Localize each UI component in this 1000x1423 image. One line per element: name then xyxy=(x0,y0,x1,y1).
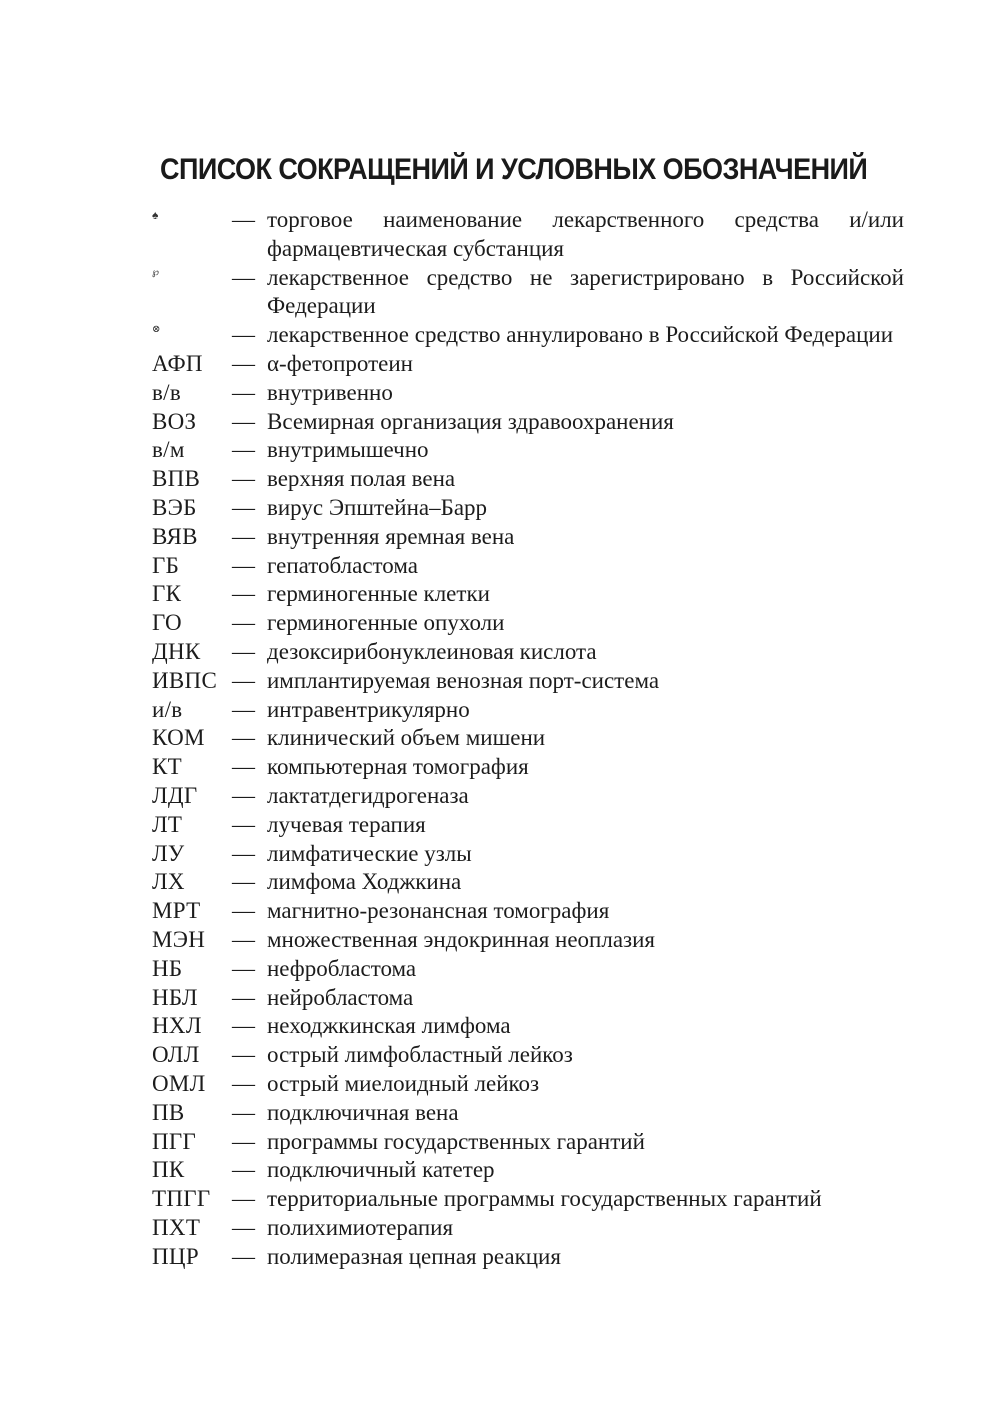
abbreviation-definition: клинический объем мишени xyxy=(267,725,546,751)
list-item xyxy=(152,696,904,725)
abbreviation-definition: гепатобластома xyxy=(267,552,418,578)
list-item xyxy=(152,840,904,869)
list-item xyxy=(152,609,904,638)
dash: — xyxy=(232,811,255,837)
abbreviation-definition: неходжкинская лимфома xyxy=(267,1013,511,1039)
symbol-entry xyxy=(152,206,904,264)
abbreviation-definition: вирус Эпштейна–Барр xyxy=(267,494,488,520)
list-item xyxy=(152,1185,904,1214)
abbreviation-definition: внутривенно xyxy=(267,379,393,405)
abbreviation-definition: внутренняя яремная вена xyxy=(267,523,515,549)
dash: — xyxy=(232,350,255,376)
dash: — xyxy=(232,322,255,348)
dash: — xyxy=(232,437,255,463)
abbreviation: и/в xyxy=(152,696,183,722)
abbreviation-definition: внутримышечно xyxy=(267,437,429,463)
dash: — xyxy=(232,466,255,492)
abbreviation-definition: герминогенные клетки xyxy=(267,581,490,607)
abbreviation-definition: полимеразная цепная реакция xyxy=(267,1243,561,1269)
list-item xyxy=(152,1099,904,1128)
abbreviation: ОЛЛ xyxy=(152,1042,200,1068)
abbreviation-definition: интравентрикулярно xyxy=(267,696,470,722)
list-item xyxy=(152,436,904,465)
dash: — xyxy=(232,1070,255,1096)
annulled-mark-icon: ⊗ xyxy=(152,324,161,336)
list-item xyxy=(152,523,904,552)
abbreviation: НБЛ xyxy=(152,984,198,1010)
dash: — xyxy=(232,1243,255,1269)
abbreviation-definition: подключичный катетер xyxy=(267,1157,495,1183)
dash: — xyxy=(232,782,255,808)
dash: — xyxy=(232,379,255,405)
abbreviation-definition: лучевая терапия xyxy=(267,811,426,837)
abbreviation-rows xyxy=(152,350,904,1272)
list-item xyxy=(152,955,904,984)
abbreviation: в/м xyxy=(152,437,185,463)
abbreviation: МЭН xyxy=(152,926,206,952)
dash: — xyxy=(232,1214,255,1240)
dash: — xyxy=(232,869,255,895)
abbreviation-definition: полихимиотерапия xyxy=(267,1214,454,1240)
abbreviation-definition: α-фетопротеин xyxy=(267,350,413,376)
list-item xyxy=(152,580,904,609)
dash: — xyxy=(232,264,255,290)
symbol-definition: лекарственное средство аннулировано в Российской Федерации xyxy=(267,322,894,348)
abbreviation-definition: нефробластома xyxy=(267,955,417,981)
dash: — xyxy=(232,1186,255,1212)
list-item xyxy=(152,1041,904,1070)
abbreviation: ЛТ xyxy=(152,811,183,837)
list-item xyxy=(152,926,904,955)
abbreviation-definition: имплантируемая венозная порт-система xyxy=(267,667,660,693)
dash: — xyxy=(232,523,255,549)
list-item xyxy=(152,552,904,581)
dash: — xyxy=(232,696,255,722)
abbreviation: ВОЗ xyxy=(152,408,197,434)
list-item xyxy=(152,379,904,408)
dash: — xyxy=(232,207,255,232)
dash: — xyxy=(232,1099,255,1125)
abbreviation: ДНК xyxy=(152,638,201,664)
registration-mark-icon: ℘ xyxy=(152,266,160,278)
abbreviation-definition: множественная эндокринная неоплазия xyxy=(267,926,656,952)
dash: — xyxy=(232,581,255,607)
dash: — xyxy=(232,898,255,924)
abbreviation: ПХТ xyxy=(152,1214,201,1240)
abbreviation: КТ xyxy=(152,754,182,780)
abbreviation-definition: нейробластома xyxy=(267,984,414,1010)
dash: — xyxy=(232,494,255,520)
abbreviation-definition: магнитно-резонансная томография xyxy=(267,898,610,924)
symbol-entry xyxy=(152,264,904,322)
list-item xyxy=(152,984,904,1013)
page xyxy=(152,148,904,1271)
abbreviation: в/в xyxy=(152,379,182,405)
list-item xyxy=(152,465,904,494)
list-item xyxy=(152,638,904,667)
list-item xyxy=(152,724,904,753)
dash: — xyxy=(232,955,255,981)
abbreviation: ТПГГ xyxy=(152,1186,211,1212)
abbreviation-definition: острый миелоидный лейкоз xyxy=(267,1070,540,1096)
abbreviation: ЛДГ xyxy=(152,782,198,808)
abbreviation-definition: лактатдегидрогеназа xyxy=(267,782,469,808)
abbreviation-definition: подключичная вена xyxy=(267,1099,459,1125)
abbreviation-definition: лимфома Ходжкина xyxy=(267,869,462,895)
dash: — xyxy=(232,984,255,1010)
list-item xyxy=(152,897,904,926)
dash: — xyxy=(232,408,255,434)
abbreviation: НХЛ xyxy=(152,1013,202,1039)
abbreviation-definition: территориальные программы государственных гарантий xyxy=(267,1186,822,1212)
list-item xyxy=(152,782,904,811)
abbreviation: ГК xyxy=(152,581,182,607)
list-item xyxy=(152,1156,904,1185)
abbreviation: ПК xyxy=(152,1157,185,1183)
abbreviation: ГО xyxy=(152,610,182,636)
abbreviation: ЛХ xyxy=(152,869,185,895)
list-item xyxy=(152,811,904,840)
dash: — xyxy=(232,638,255,664)
abbreviation: ПГГ xyxy=(152,1128,197,1154)
symbol-definition: лекарственное средство не зарегистрировано в Российской Федерации xyxy=(267,264,904,319)
abbreviation-definition: острый лимфобластный лейкоз xyxy=(267,1042,573,1068)
dash: — xyxy=(232,754,255,780)
dash: — xyxy=(232,552,255,578)
abbreviation: ВПВ xyxy=(152,466,201,492)
abbreviation-definition: компьютерная томография xyxy=(267,754,529,780)
spade-icon: ♠ xyxy=(152,208,159,222)
list-item xyxy=(152,494,904,523)
abbreviation: НБ xyxy=(152,955,183,981)
list-item xyxy=(152,350,904,379)
abbreviation: ИВПС xyxy=(152,667,218,693)
list-item xyxy=(152,1012,904,1041)
list-item xyxy=(152,1214,904,1243)
abbreviation-definition: программы государственных гарантий xyxy=(267,1128,645,1154)
list-item xyxy=(152,1128,904,1157)
dash: — xyxy=(232,1128,255,1154)
dash: — xyxy=(232,1157,255,1183)
list-item xyxy=(152,667,904,696)
abbreviation-definition: верхняя полая вена xyxy=(267,466,456,492)
dash: — xyxy=(232,725,255,751)
dash: — xyxy=(232,610,255,636)
abbreviation: ОМЛ xyxy=(152,1070,206,1096)
list-item xyxy=(152,1243,904,1272)
dash: — xyxy=(232,840,255,866)
abbreviation: ПВ xyxy=(152,1099,185,1125)
abbreviation: ПЦР xyxy=(152,1243,199,1269)
list-item xyxy=(152,868,904,897)
page-title: СПИСОК СОКРАЩЕНИЙ И УСЛОВНЫХ ОБОЗНАЧЕНИЙ xyxy=(160,153,868,186)
dash: — xyxy=(232,926,255,952)
symbol-entry xyxy=(152,321,904,350)
symbol-definition: торговое наименование лекарственного средства и/или фармацевтическая субстанция xyxy=(267,207,904,261)
abbreviation: ВЯВ xyxy=(152,523,198,549)
list-item xyxy=(152,1070,904,1099)
abbreviation-definition: дезоксирибонуклеиновая кислота xyxy=(267,638,597,664)
abbreviation: АФП xyxy=(152,350,203,376)
abbreviation: ЛУ xyxy=(152,840,185,866)
dash: — xyxy=(232,667,255,693)
dash: — xyxy=(232,1042,255,1068)
abbreviation-definition: герминогенные опухоли xyxy=(267,610,505,636)
abbreviation-definition: Всемирная организация здравоохранения xyxy=(267,408,674,434)
abbreviation-list xyxy=(152,206,904,1271)
list-item xyxy=(152,408,904,437)
abbreviation-definition: лимфатические узлы xyxy=(267,840,472,866)
abbreviation: МРТ xyxy=(152,898,201,924)
abbreviation: ГБ xyxy=(152,552,180,578)
dash: — xyxy=(232,1013,255,1039)
list-item xyxy=(152,753,904,782)
abbreviation: ВЭБ xyxy=(152,494,197,520)
abbreviation: КОМ xyxy=(152,725,205,751)
